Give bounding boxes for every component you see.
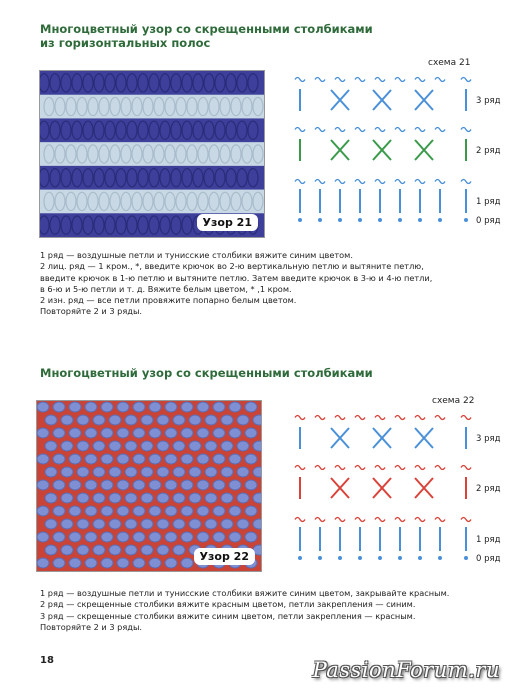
yarn-bump: [125, 493, 137, 503]
yarn-bump: [117, 428, 129, 438]
yarn-bump: [45, 467, 57, 477]
yarn-bump: [197, 402, 209, 412]
chain-stitch-symbol: [315, 416, 325, 420]
yarn-bump: [53, 454, 65, 464]
yarn-bump: [85, 506, 97, 516]
yarn-bump: [181, 402, 193, 412]
yarn-bump: [189, 415, 201, 425]
yarn-bump: [213, 428, 225, 438]
chain-stitch-symbol: [375, 128, 385, 132]
base-stitch-symbol: [398, 556, 402, 560]
yarn-bump: [37, 558, 49, 568]
yarn-bump: [53, 480, 65, 490]
row-label: 0 ряд: [476, 554, 501, 564]
section-1-heading: [40, 22, 373, 50]
row-label: 0 ряд: [476, 216, 501, 226]
yarn-bump: [69, 558, 81, 568]
page-number: 18: [40, 655, 54, 666]
yarn-bump: [237, 519, 249, 529]
base-stitch-symbol: [438, 218, 442, 222]
yarn-bump: [133, 506, 145, 516]
base-stitch-symbol: [358, 556, 362, 560]
yarn-bump: [253, 467, 261, 477]
yarn-bump: [109, 519, 121, 529]
chain-stitch-symbol: [375, 466, 385, 470]
base-stitch-symbol: [298, 556, 302, 560]
yarn-bump: [61, 415, 73, 425]
yarn-bump: [253, 441, 261, 451]
yarn-bump: [173, 493, 185, 503]
yarn-bump: [77, 441, 89, 451]
chain-stitch-symbol: [335, 518, 345, 522]
base-stitch-symbol: [338, 218, 342, 222]
description-line: 1 ряд — воздушные петли и тунисские столбики вяжите синим цветом.: [40, 250, 353, 260]
chain-stitch-symbol: [461, 416, 471, 420]
chain-stitch-symbol: [375, 518, 385, 522]
yarn-bump: [165, 454, 177, 464]
yarn-bump: [85, 428, 97, 438]
yarn-bump: [253, 519, 261, 529]
yarn-bump: [189, 519, 201, 529]
yarn-bump: [133, 558, 145, 568]
yarn-bump: [245, 402, 257, 412]
yarn-bump: [181, 558, 193, 568]
yarn-bump: [45, 519, 57, 529]
section-2-heading-line1: Многоцветный узор со скрещенными столбиками: [40, 366, 373, 380]
yarn-bump: [109, 415, 121, 425]
yarn-bump: [37, 428, 49, 438]
row-label: 3 ряд: [476, 96, 501, 106]
section-2-heading: [40, 366, 373, 380]
chain-stitch-symbol: [395, 416, 405, 420]
scheme-21-title: схема 21: [428, 58, 471, 68]
yarn-bump: [149, 480, 161, 490]
yarn-bump: [197, 454, 209, 464]
yarn-bump: [45, 415, 57, 425]
chain-stitch-symbol: [435, 128, 445, 132]
pattern-22-label: Узор 22: [194, 548, 255, 565]
yarn-bump: [133, 480, 145, 490]
yarn-bump: [37, 506, 49, 516]
yarn-bump: [45, 493, 57, 503]
yarn-bump: [149, 402, 161, 412]
yarn-bump: [109, 545, 121, 555]
yarn-bump: [61, 493, 73, 503]
chain-stitch-symbol: [415, 78, 425, 82]
yarn-bump: [141, 519, 153, 529]
yarn-bump: [117, 454, 129, 464]
chain-stitch-symbol: [395, 466, 405, 470]
yarn-bump: [189, 467, 201, 477]
chain-stitch-symbol: [335, 416, 345, 420]
yarn-bump: [149, 532, 161, 542]
chain-stitch-symbol: [335, 180, 345, 184]
yarn-bump: [77, 545, 89, 555]
yarn-bump: [149, 558, 161, 568]
yarn-bump: [165, 532, 177, 542]
yarn-bump: [237, 415, 249, 425]
yarn-bump: [45, 545, 57, 555]
chain-stitch-symbol: [461, 180, 471, 184]
base-stitch-symbol: [378, 556, 382, 560]
yarn-bump: [141, 415, 153, 425]
base-stitch-symbol: [438, 556, 442, 560]
chain-stitch-symbol: [355, 128, 365, 132]
chain-stitch-symbol: [461, 518, 471, 522]
yarn-bump: [149, 454, 161, 464]
yarn-bump: [237, 467, 249, 477]
yarn-bump: [197, 428, 209, 438]
yarn-bump: [229, 402, 241, 412]
yarn-bump: [221, 441, 233, 451]
yarn-bump: [69, 480, 81, 490]
yarn-bump: [205, 415, 217, 425]
yarn-bump: [221, 519, 233, 529]
yarn-bump: [157, 441, 169, 451]
description-line: 2 изн. ряд — все петли провяжите попарно белым цветом.: [40, 295, 297, 306]
chain-stitch-symbol: [435, 180, 445, 184]
row-label: 2 ряд: [476, 484, 501, 494]
yarn-bump: [173, 415, 185, 425]
yarn-bump: [149, 428, 161, 438]
yarn-bump: [197, 506, 209, 516]
yarn-bump: [245, 532, 257, 542]
chain-stitch-symbol: [415, 518, 425, 522]
yarn-bump: [85, 480, 97, 490]
row-label: 3 ряд: [476, 434, 501, 444]
yarn-bump: [101, 532, 113, 542]
yarn-bump: [205, 467, 217, 477]
yarn-bump: [237, 441, 249, 451]
chain-stitch-symbol: [415, 466, 425, 470]
chain-stitch-symbol: [415, 180, 425, 184]
yarn-bump: [173, 519, 185, 529]
yarn-bump: [77, 415, 89, 425]
yarn-bump: [213, 506, 225, 516]
yarn-bump: [213, 532, 225, 542]
yarn-bump: [141, 545, 153, 555]
yarn-bump: [125, 415, 137, 425]
chain-stitch-symbol: [295, 78, 305, 82]
yarn-bump: [213, 402, 225, 412]
yarn-bump: [77, 493, 89, 503]
chain-stitch-symbol: [375, 416, 385, 420]
pattern-21-label: Узор 21: [197, 214, 258, 231]
chain-stitch-symbol: [395, 128, 405, 132]
yarn-bump: [53, 506, 65, 516]
yarn-bump: [165, 428, 177, 438]
chain-stitch-symbol: [315, 180, 325, 184]
yarn-bump: [125, 519, 137, 529]
chain-stitch-symbol: [335, 78, 345, 82]
chain-stitch-symbol: [355, 518, 365, 522]
yarn-bump: [109, 493, 121, 503]
yarn-bump: [165, 558, 177, 568]
yarn-bump: [125, 467, 137, 477]
yarn-bump: [93, 519, 105, 529]
yarn-bump: [205, 493, 217, 503]
yarn-bump: [133, 454, 145, 464]
yarn-bump: [117, 480, 129, 490]
yarn-bump: [221, 415, 233, 425]
chain-stitch-symbol: [315, 78, 325, 82]
row-label: 1 ряд: [476, 535, 501, 545]
yarn-bump: [77, 467, 89, 477]
yarn-bump: [61, 441, 73, 451]
chain-stitch-symbol: [395, 78, 405, 82]
pattern-22-photo: [36, 400, 262, 572]
chain-stitch-symbol: [295, 128, 305, 132]
watermark: PassionForum.ru: [312, 658, 500, 682]
yarn-bump: [205, 441, 217, 451]
description-line: в 6-ю и 5-ю петли и т. д. Вяжите белым цветом, * ,1 кром.: [40, 283, 292, 294]
yarn-bump: [245, 480, 257, 490]
yarn-bump: [245, 454, 257, 464]
yarn-bump: [133, 402, 145, 412]
yarn-bump: [61, 519, 73, 529]
chain-stitch-symbol: [461, 466, 471, 470]
chain-stitch-symbol: [295, 518, 305, 522]
yarn-bump: [165, 402, 177, 412]
yarn-bump: [165, 506, 177, 516]
yarn-bump: [253, 493, 261, 503]
yarn-bump: [221, 493, 233, 503]
yarn-bump: [117, 506, 129, 516]
chain-stitch-symbol: [435, 466, 445, 470]
chain-stitch-symbol: [461, 128, 471, 132]
yarn-bump: [237, 493, 249, 503]
chain-stitch-symbol: [355, 466, 365, 470]
base-stitch-symbol: [378, 218, 382, 222]
yarn-bump: [149, 506, 161, 516]
yarn-bump: [229, 506, 241, 516]
base-stitch-symbol: [318, 556, 322, 560]
chain-stitch-symbol: [315, 518, 325, 522]
section-1-description: [40, 250, 432, 318]
pattern-21-photo: [39, 70, 265, 238]
chain-stitch-symbol: [335, 128, 345, 132]
description-line: 2 ряд — скрещенные столбики вяжите красным цветом, петли закрепления — синим.: [40, 599, 416, 610]
base-stitch-symbol: [358, 218, 362, 222]
yarn-bump: [85, 532, 97, 542]
row-label: 1 ряд: [476, 197, 501, 207]
yarn-bump: [221, 467, 233, 477]
yarn-bump: [157, 519, 169, 529]
yarn-bump: [181, 428, 193, 438]
yarn-bump: [245, 506, 257, 516]
yarn-bump: [181, 506, 193, 516]
base-stitch-symbol: [298, 218, 302, 222]
chain-stitch-symbol: [415, 128, 425, 132]
chain-stitch-symbol: [435, 416, 445, 420]
yarn-bump: [125, 545, 137, 555]
yarn-bump: [213, 480, 225, 490]
yarn-bump: [101, 480, 113, 490]
yarn-bump: [93, 415, 105, 425]
yarn-bump: [157, 493, 169, 503]
chain-stitch-symbol: [375, 78, 385, 82]
base-stitch-symbol: [418, 556, 422, 560]
yarn-bump: [93, 493, 105, 503]
yarn-bump: [229, 532, 241, 542]
description-line: 2 лиц. ряд — 1 кром., *, введите крючок во 2-ю вертикальную петлю и вытяните петлю,: [40, 261, 424, 272]
yarn-bump: [85, 454, 97, 464]
yarn-bump: [69, 506, 81, 516]
yarn-bump: [181, 480, 193, 490]
yarn-bump: [61, 545, 73, 555]
base-stitch-symbol: [398, 218, 402, 222]
base-stitch-symbol: [338, 556, 342, 560]
yarn-bump: [37, 454, 49, 464]
yarn-bump: [125, 441, 137, 451]
yarn-bump: [53, 532, 65, 542]
yarn-bump: [141, 493, 153, 503]
yarn-bump: [181, 532, 193, 542]
description-line: Повторяйте 2 и 3 ряды.: [40, 621, 143, 632]
yarn-bump: [37, 480, 49, 490]
base-stitch-symbol: [464, 556, 468, 560]
yarn-bump: [189, 441, 201, 451]
yarn-bump: [253, 415, 261, 425]
yarn-bump: [229, 454, 241, 464]
chain-stitch-symbol: [355, 78, 365, 82]
chain-stitch-symbol: [375, 180, 385, 184]
section-1-heading-line2: из горизонтальных полос: [40, 36, 211, 50]
chain-stitch-symbol: [315, 128, 325, 132]
yarn-bump: [93, 467, 105, 477]
scheme-21-chart: [290, 68, 505, 236]
yarn-bump: [77, 519, 89, 529]
yarn-bump: [213, 454, 225, 464]
pattern-21-texture: [40, 71, 264, 237]
chain-stitch-symbol: [435, 518, 445, 522]
yarn-bump: [37, 402, 49, 412]
yarn-bump: [61, 467, 73, 477]
yarn-bump: [157, 415, 169, 425]
yarn-bump: [165, 480, 177, 490]
yarn-bump: [53, 402, 65, 412]
chain-stitch-symbol: [355, 416, 365, 420]
chain-stitch-symbol: [435, 78, 445, 82]
chain-stitch-symbol: [461, 78, 471, 82]
yarn-bump: [37, 532, 49, 542]
yarn-bump: [101, 454, 113, 464]
yarn-bump: [197, 480, 209, 490]
yarn-bump: [101, 558, 113, 568]
yarn-bump: [109, 441, 121, 451]
yarn-bump: [229, 480, 241, 490]
yarn-bump: [117, 402, 129, 412]
yarn-bump: [101, 428, 113, 438]
yarn-bump: [173, 545, 185, 555]
chain-stitch-symbol: [295, 416, 305, 420]
yarn-bump: [157, 545, 169, 555]
yarn-bump: [197, 532, 209, 542]
yarn-bump: [45, 441, 57, 451]
yarn-bump: [53, 558, 65, 568]
yarn-bump: [157, 467, 169, 477]
pattern-22-texture: [37, 401, 261, 571]
base-stitch-symbol: [318, 218, 322, 222]
yarn-bump: [69, 454, 81, 464]
yarn-bump: [117, 532, 129, 542]
chain-stitch-symbol: [395, 518, 405, 522]
description-line: 1 ряд — воздушные петли и тунисские столбики вяжите синим цветом, закрывайте красным.: [40, 588, 450, 598]
yarn-bump: [85, 402, 97, 412]
yarn-bump: [85, 558, 97, 568]
chain-stitch-symbol: [295, 180, 305, 184]
scheme-22-chart: [290, 406, 505, 572]
yarn-bump: [53, 428, 65, 438]
yarn-bump: [173, 467, 185, 477]
yarn-bump: [69, 402, 81, 412]
yarn-bump: [101, 402, 113, 412]
description-line: введите крючок в 1-ю петлю и вытяните петлю. Затем введите крючок в 3-ю и 4-ю петли,: [40, 272, 433, 283]
description-line: 3 ряд — скрещенные столбики вяжите синим цветом, петли закрепления — красным.: [40, 610, 416, 621]
chain-stitch-symbol: [395, 180, 405, 184]
yarn-bump: [69, 532, 81, 542]
yarn-bump: [93, 545, 105, 555]
yarn-bump: [93, 441, 105, 451]
yarn-bump: [133, 428, 145, 438]
yarn-bump: [205, 519, 217, 529]
chain-stitch-symbol: [355, 180, 365, 184]
chain-stitch-symbol: [295, 466, 305, 470]
scheme-22-title: схема 22: [432, 396, 475, 406]
section-1-heading-line1: Многоцветный узор со скрещенными столбиками: [40, 22, 373, 36]
yarn-bump: [69, 428, 81, 438]
yarn-bump: [245, 428, 257, 438]
yarn-bump: [101, 506, 113, 516]
yarn-bump: [133, 532, 145, 542]
yarn-bump: [189, 493, 201, 503]
yarn-bump: [141, 441, 153, 451]
yarn-bump: [109, 467, 121, 477]
description-line: Повторяйте 2 и 3 ряды.: [40, 306, 143, 317]
yarn-bump: [173, 441, 185, 451]
section-2-description: [40, 588, 449, 633]
yarn-bump: [141, 467, 153, 477]
chain-stitch-symbol: [315, 466, 325, 470]
yarn-bump: [229, 428, 241, 438]
chain-stitch-symbol: [415, 416, 425, 420]
chain-stitch-symbol: [335, 466, 345, 470]
base-stitch-symbol: [464, 218, 468, 222]
yarn-bump: [117, 558, 129, 568]
base-stitch-symbol: [418, 218, 422, 222]
row-label: 2 ряд: [476, 146, 501, 156]
yarn-bump: [181, 454, 193, 464]
